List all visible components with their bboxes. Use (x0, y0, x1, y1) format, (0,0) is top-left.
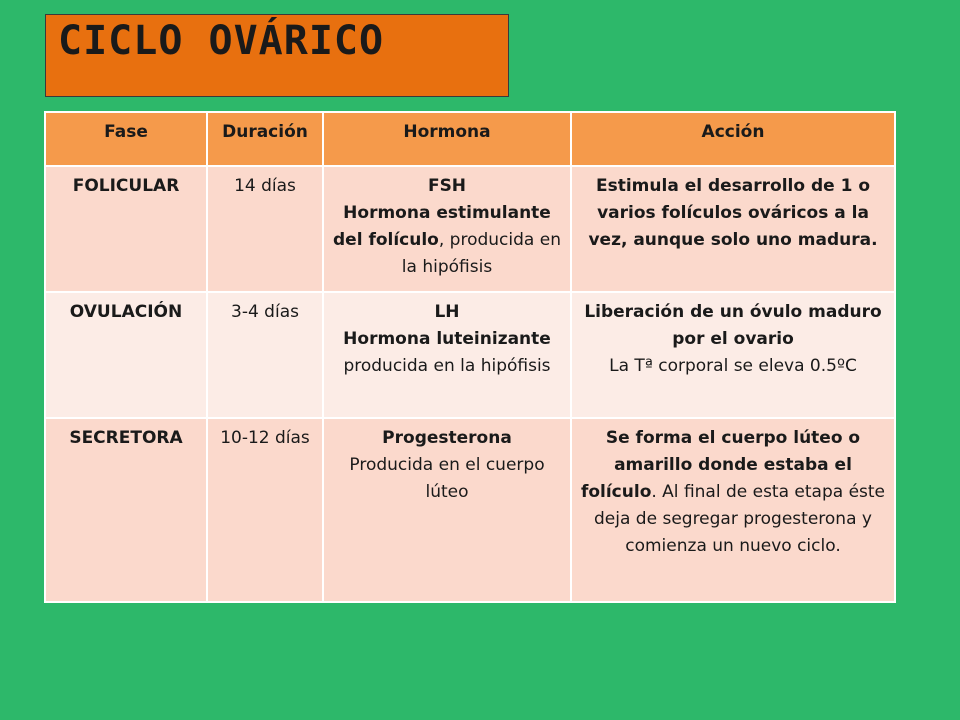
cell-duracion: 14 días (207, 166, 323, 292)
hormone-origin: , producida en la hipófisis (401, 230, 561, 277)
cell-duracion: 3-4 días (207, 292, 323, 418)
header-accion: Acción (571, 112, 895, 166)
hormone-name: LH (434, 302, 460, 322)
hormone-origin: Producida en el cuerpo lúteo (349, 455, 545, 502)
header-duracion: Duración (207, 112, 323, 166)
action-main: Se forma el cuerpo lúteo o amarillo donde estaba el folículo (580, 428, 861, 502)
cell-accion (571, 166, 895, 292)
action-main: Liberación de un óvulo maduro por el ovario (584, 302, 882, 349)
hormone-description (328, 200, 566, 281)
hormone-full-name: Hormona luteinizante (343, 329, 551, 349)
table-row (45, 292, 895, 418)
cell-hormona (323, 292, 571, 418)
ovarian-cycle-table (44, 111, 896, 603)
cell-accion (571, 418, 895, 602)
page-title: CICLO OVÁRICO (58, 18, 385, 64)
header-hormona: Hormona (323, 112, 571, 166)
cell-hormona (323, 418, 571, 602)
cell-duracion: 10-12 días (207, 418, 323, 602)
header-fase: Fase (45, 112, 207, 166)
hormone-name: FSH (427, 176, 467, 196)
table-row (45, 418, 895, 602)
cell-accion (571, 292, 895, 418)
cell-fase: OVULACIÓN (45, 292, 207, 418)
action-detail: . Al final de esta etapa éste deja de segregar progesterona y comienza un nuevo ciclo. (594, 482, 886, 556)
cell-fase: SECRETORA (45, 418, 207, 602)
action-main: Estimula el desarrollo de 1 o varios folículos ováricos a la vez, aunque solo uno madura. (588, 176, 878, 250)
table-row (45, 166, 895, 292)
hormone-name: Progesterona (382, 428, 512, 448)
action-detail: La Tª corporal se eleva 0.5ºC (609, 356, 857, 376)
cell-hormona (323, 166, 571, 292)
hormone-full-name: Hormona estimulante del folículo (333, 203, 551, 250)
hormone-origin: producida en la hipófisis (343, 356, 551, 376)
cell-fase: FOLICULAR (45, 166, 207, 292)
table-header-row (45, 112, 895, 166)
